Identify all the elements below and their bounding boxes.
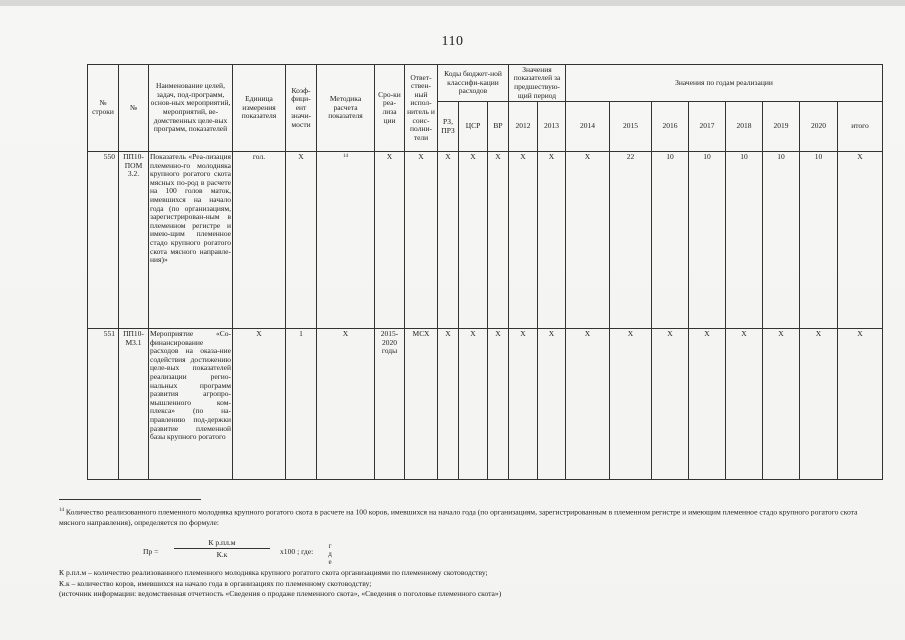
- header-vr: ВР: [488, 102, 509, 152]
- row-terms: 2015-2020 годы: [375, 329, 405, 480]
- row-rz: Х: [438, 329, 459, 480]
- row-terms: Х: [375, 152, 405, 329]
- row-value: Х: [652, 329, 689, 480]
- row-value: 10: [689, 152, 726, 329]
- header-budget-codes: Коды бюджет-ной классифи-кации расходов: [438, 65, 509, 102]
- row-coefficient: 1: [286, 329, 317, 480]
- row-csr: Х: [459, 329, 488, 480]
- row-coefficient: Х: [286, 152, 317, 329]
- footnote-mark: 14: [59, 508, 64, 513]
- footnote-separator: [59, 499, 201, 500]
- row-value: Х: [763, 329, 800, 480]
- row-value: Х: [689, 329, 726, 480]
- row-number: 550: [88, 152, 119, 329]
- row-total: Х: [838, 152, 883, 329]
- row-name: Показатель «Реа-лизация племенно-го молодняка крупного рогатого скота мясных по-род в расчете на 100 голов маток, имевшихся на начало года (по организациям, зарегистрирован-ным в племенном регистре и имею-щим племенное стадо крупного рогатого скота мясного направле-ния)»: [149, 152, 233, 329]
- row-value: Х: [538, 152, 566, 329]
- formula-fraction: [174, 538, 270, 559]
- header-csr: ЦСР: [459, 102, 488, 152]
- row-value: Х: [800, 329, 838, 480]
- row-executor: Х: [405, 152, 438, 329]
- row-method-footnote-ref: 14: [317, 152, 375, 329]
- header-rz: РЗ, ПРЗ: [438, 102, 459, 152]
- header-year: 2017: [689, 102, 726, 152]
- header-name: Наименование целей, задач, под-программ, основ-ных мероприятий, мероприятий, ве-домственных целе-вых программ, показателей: [149, 65, 233, 152]
- formula-definitions: [59, 568, 864, 600]
- header-year: 2012: [509, 102, 538, 152]
- row-value: Х: [726, 329, 763, 480]
- row-total: Х: [838, 329, 883, 480]
- formula-rest: х100 ; где:: [280, 547, 314, 556]
- definition-line: К.к – количество коров, имевшихся на начало года в организациях по племенному скотоводству;: [59, 578, 372, 588]
- row-vr: Х: [488, 152, 509, 329]
- row-executor: МСХ: [405, 329, 438, 480]
- header-number: №: [119, 65, 149, 152]
- header-year: 2016: [652, 102, 689, 152]
- row-method: Х: [317, 329, 375, 480]
- formula-lhs: Пр =: [143, 547, 159, 556]
- table-row: [88, 152, 883, 329]
- row-value: Х: [610, 329, 652, 480]
- page-number: 110: [441, 34, 464, 49]
- definition-line: (источник информации: ведомственная отчетность «Сведения о продаже племенного скота», «Сведения о поголовье племенного скота»): [59, 589, 502, 598]
- header-year: 2020: [800, 102, 838, 152]
- header-terms: Сро-ки реа-лиза ции: [375, 65, 405, 152]
- header-year: 2013: [538, 102, 566, 152]
- formula-denominator: К.к: [216, 550, 228, 559]
- row-value: Х: [566, 152, 610, 329]
- row-value: Х: [509, 329, 538, 480]
- formula-numerator: К р.пл.м: [174, 538, 270, 549]
- header-executor: Ответ-ствен-ный испол-нитель и соис-полни-тели: [405, 65, 438, 152]
- definition-line: К р.пл.м – количество реализованного племенного молодняка крупного рогатого скота организациями по племенному скотоводству;: [59, 568, 488, 577]
- table-row: [88, 329, 883, 480]
- row-value: 22: [610, 152, 652, 329]
- scan-edge: [0, 0, 905, 6]
- row-value: 10: [652, 152, 689, 329]
- header-year: 2018: [726, 102, 763, 152]
- header-coefficient: Коэф-фици-ент значи-мости: [286, 65, 317, 152]
- row-number: 551: [88, 329, 119, 480]
- row-code: ПП10-ПОМ 3.2.: [119, 152, 149, 329]
- row-value: 10: [763, 152, 800, 329]
- row-name: Мероприятие «Со-финансирование расходов на оказа-ние содействия достижению целе-вых показателей реализации регио-нальных программ развития агропро-мышленного ком-плекса» (по на-правлению под-держки развитие племенной базы крупного рогатого: [149, 329, 233, 480]
- header-row-number: № строки: [88, 65, 119, 152]
- formula-gde: г д е: [328, 542, 332, 566]
- formula: [110, 538, 510, 568]
- indicators-table: [87, 64, 883, 480]
- footnote-text: Количество реализованного племенного молодняка крупного рогатого скота в расчете на 100 коров, имевшихся на начало года (по организациям, зарегистрированным в племенном регистре и имеющим племенное стадо крупного рогатого скота мясного направления), определяется по формуле:: [59, 507, 858, 527]
- row-vr: Х: [488, 329, 509, 480]
- header-method: Методика расчета показателя: [317, 65, 375, 152]
- row-value: 10: [726, 152, 763, 329]
- header-values-prev: Значения показателей за предшествую-щий период: [509, 65, 566, 102]
- header-values-years: Значения по годам реализации: [566, 65, 883, 102]
- row-value: Х: [509, 152, 538, 329]
- header-unit: Единица измерения показателя: [233, 65, 286, 152]
- row-unit: Х: [233, 329, 286, 480]
- header-year: 2015: [610, 102, 652, 152]
- row-value: Х: [538, 329, 566, 480]
- row-unit: гол.: [233, 152, 286, 329]
- footnote: [59, 506, 864, 528]
- row-csr: Х: [459, 152, 488, 329]
- header-year: 2014: [566, 102, 610, 152]
- row-value: 10: [800, 152, 838, 329]
- header-total: итого: [838, 102, 883, 152]
- row-rz: Х: [438, 152, 459, 329]
- row-code: ПП10-М3.1: [119, 329, 149, 480]
- row-value: Х: [566, 329, 610, 480]
- header-year: 2019: [763, 102, 800, 152]
